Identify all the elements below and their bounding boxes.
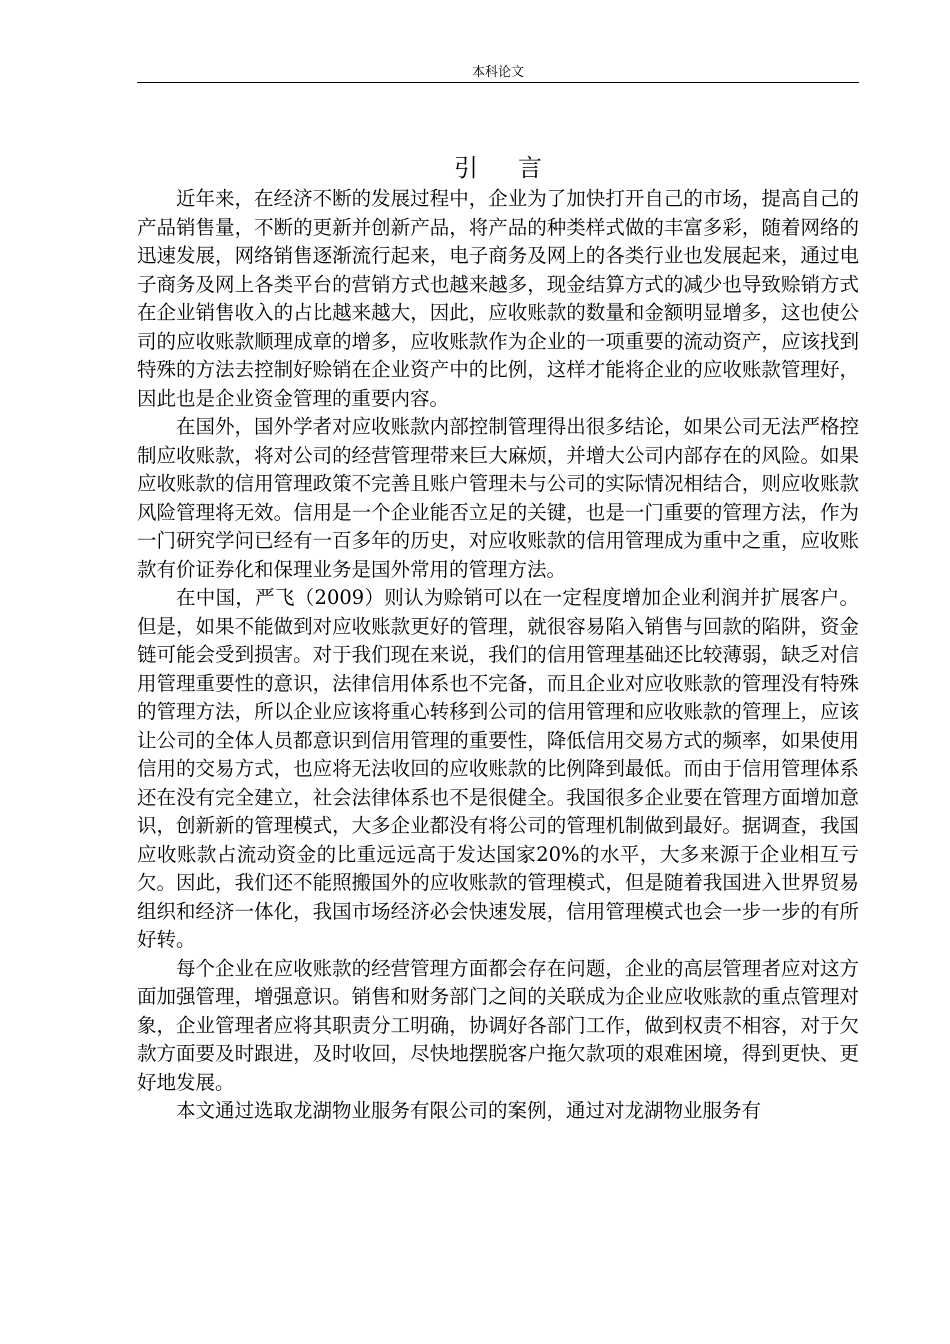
header-divider <box>137 82 859 83</box>
paragraph-1: 近年来，在经济不断的发展过程中，企业为了加快打开自己的市场，提高自己的产品销售量，不断的更新并创新产品，将产品的种类样式做的丰富多彩，随着网络的迅速发展，网络销售逐渐流行起来，电子商务及网上的各类行业也发展起来，通过电子商务及网上各类平台的营销方式也越来越多，现金结算方式的减少也导致赊销方式在企业销售收入的占比越来越大，因此，应收账款的数量和金额明显增多，这也使公司的应收账款顺理成章的增多，应收账款作为企业的一项重要的流动资产，应该找到特殊的方法去控制好赊销在企业资产中的比例，这样才能将企业的应收账款管理好，因此也是企业资金管理的重要内容。 <box>137 187 859 410</box>
body-text <box>137 185 859 1126</box>
paragraph-5: 本文通过选取龙湖物业服务有限公司的案例，通过对龙湖物业服务有 <box>176 1099 762 1122</box>
running-header: 本科论文 <box>471 65 524 80</box>
paragraph-3: 在中国，严飞（2009）则认为赊销可以在一定程度增加企业利润并扩展客户。但是，如果不能做到对应收账款更好的管理，就很容易陷入销售与回款的陷阱，资金链可能会受到损害。对于我们现在来说，我们的信用管理基础还比较薄弱，缺乏对信用管理重要性的意识，法律信用体系也不完备，而且企业对应收账款的管理没有特殊的管理方法，所以企业应该将重心转移到公司的信用管理和应收账款的管理上，应该让公司的全体人员都意识到信用管理的重要性，降低信用交易方式的频率，如果使用信用的交易方式，也应将无法收回的应收账款的比例降到最低。而由于信用管理体系还在没有完全建立，社会法律体系也不是很健全。我国很多企业要在管理方面增加意识，创新新的管理模式，大多企业都没有将公司的管理机制做到最好。据调查，我国应收账款占流动资金的比重远远高于发达国家20%的水平，大多来源于企业相互亏欠。因此，我们还不能照搬国外的应收账款的管理模式，但是随着我国进入世界贸易组织和经济一体化，我国市场经济必会快速发展，信用管理模式也会一步一步的有所好转。 <box>137 586 859 951</box>
paragraph-4: 每个企业在应收账款的经营管理方面都会存在问题，企业的高层管理者应对这方面加强管理，增强意识。销售和财务部门之间的关联成为企业应收账款的重点管理对象，企业管理者应将其职责分工明确，协调好各部门工作，做到权责不相容，对于欠款方面要及时跟进，及时收回，尽快地摆脱客户拖欠款项的艰难困境，得到更快、更好地发展。 <box>137 956 859 1094</box>
paragraph-2: 在国外，国外学者对应收账款内部控制管理得出很多结论，如果公司无法严格控制应收账款，将对公司的经营管理带来巨大麻烦，并增大公司内部存在的风险。如果应收账款的信用管理政策不完善且账户管理未与公司的实际情况相结合，则应收账款风险管理将无效。信用是一个企业能否立足的关键，也是一门重要的管理方法，作为一门研究学问已经有一百多年的历史，对应收账款的信用管理成为重中之重，应收账款有价证券化和保理业务是国外常用的管理方法。 <box>137 415 859 581</box>
section-title: 引言 <box>454 154 582 182</box>
